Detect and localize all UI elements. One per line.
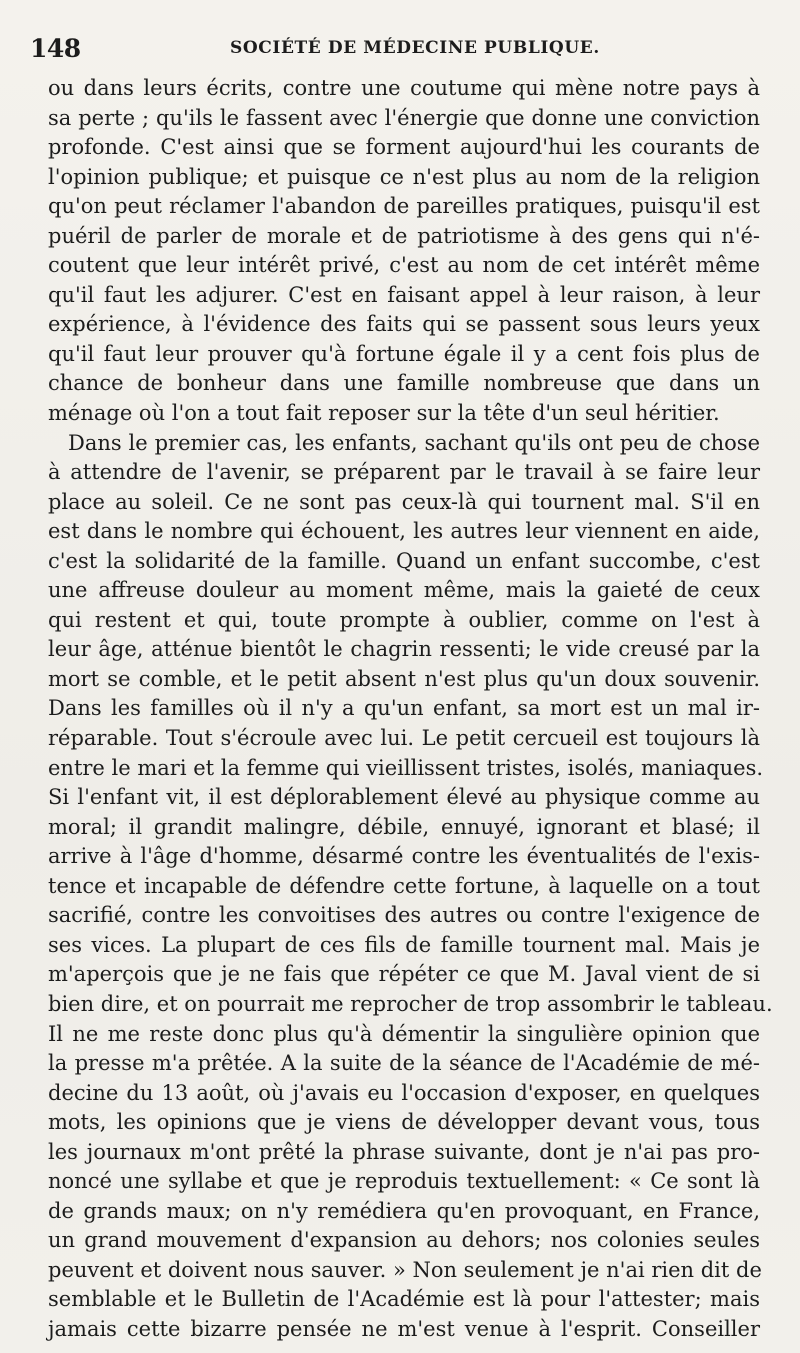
page-header [30, 34, 770, 74]
text-line: Dans les familles où il n'y a qu'un enfant, sa mort est un mal ir- [48, 696, 760, 721]
text-line: noncé une syllabe et que je reproduis textuellement: « Ce sont là [48, 1169, 760, 1194]
text-line: entre le mari et la femme qui vieillissent tristes, isolés, maniaques. [48, 755, 764, 780]
text-line: mort se comble, et le petit absent n'est plus qu'un doux souvenir. [48, 666, 760, 691]
text-line: les journaux m'ont prêté la phrase suivante, dont je n'ai pas pro- [48, 1139, 760, 1164]
text-line: semblable et le Bulletin de l'Académie est là pour l'attester; mais [48, 1287, 760, 1312]
text-line: ou dans leurs écrits, contre une coutume qui mène notre pays à [48, 76, 760, 100]
text-line: mots, les opinions que je viens de développer devant vous, tous [48, 1110, 760, 1135]
text-line: expérience, à l'évidence des faits qui se passent sous leurs yeux [48, 312, 760, 337]
running-head: SOCIÉTÉ DE MÉDECINE PUBLIQUE. [230, 38, 600, 58]
text-line: decine du 13 août, où j'avais eu l'occasion d'exposer, en quelques [48, 1080, 760, 1105]
text-line: tence et incapable de défendre cette fortune, à laquelle on a tout [48, 873, 760, 898]
text-line: de grands maux; on n'y remédiera qu'en provoquant, en France, [48, 1198, 760, 1223]
text-line: profonde. C'est ainsi que se forment aujourd'hui les courants de [48, 135, 760, 160]
body-text [48, 74, 773, 1345]
text-line: bien dire, et on pourrait me reprocher de trop assombrir le tableau. [48, 991, 773, 1016]
text-line: leur âge, atténue bientôt le chagrin ressenti; le vide creusé par la [48, 637, 760, 662]
text-line: la presse m'a prêtée. A la suite de la séance de l'Académie de mé- [48, 1051, 760, 1076]
text-line: chance de bonheur dans une famille nombreuse que dans un [48, 371, 760, 396]
text-line: arrive à l'âge d'homme, désarmé contre les éventualités de l'exis- [48, 844, 760, 869]
text-line: qu'il faut leur prouver qu'à fortune égale il y a cent fois plus de [48, 341, 760, 366]
text-line: l'opinion publique; et puisque ce n'est plus au nom de la religion [48, 164, 760, 189]
text-line: moral; il grandit malingre, débile, ennuyé, ignorant et blasé; il [48, 814, 760, 839]
text-line: Si l'enfant vit, il est déplorablement élevé au physique comme au [48, 785, 760, 810]
text-line: sa perte ; qu'ils le fassent avec l'énergie que donne une conviction [48, 105, 760, 130]
text-line: à attendre de l'avenir, se préparent par le travail à se faire leur [48, 460, 760, 485]
text-line: m'aperçois que je ne fais que répéter ce que M. Javal vient de si [48, 962, 760, 987]
text-line: est dans le nombre qui échouent, les autres leur viennent en aide, [48, 519, 760, 544]
text-line: ménage où l'on a tout fait reposer sur la tête d'un seul héritier. [48, 401, 720, 426]
text-line: jamais cette bizarre pensée ne m'est venue à l'esprit. Conseiller [48, 1316, 760, 1341]
text-line: qu'il faut les adjurer. C'est en faisant appel à leur raison, à leur [48, 282, 760, 307]
text-line: Il ne me reste donc plus qu'à démentir la singulière opinion que [48, 1021, 760, 1046]
text-line: qui restent et qui, toute prompte à oublier, comme on l'est à [48, 607, 760, 632]
text-line: sacrifié, contre les convoitises des autres ou contre l'exigence de [48, 903, 760, 928]
text-line: Dans le premier cas, les enfants, sachant qu'ils ont peu de chose [68, 430, 760, 455]
text-line: coutent que leur intérêt privé, c'est au nom de cet intérêt même [48, 253, 760, 278]
text-line: une affreuse douleur au moment même, mais la gaieté de ceux [48, 578, 760, 603]
text-line: puéril de parler de morale et de patriotisme à des gens qui n'é- [48, 223, 760, 248]
page-number: 148 [30, 34, 81, 63]
text-line: un grand mouvement d'expansion au dehors; nos colonies seules [48, 1228, 760, 1253]
text-line: qu'on peut réclamer l'abandon de pareilles pratiques, puisqu'il est [48, 194, 760, 219]
text-line: peuvent et doivent nous sauver. » Non seulement je n'ai rien dit de [48, 1257, 762, 1282]
text-line: ses vices. La plupart de ces fils de famille tournent mal. Mais je [48, 932, 760, 957]
text-line: place au soleil. Ce ne sont pas ceux-là qui tournent mal. S'il en [48, 489, 760, 514]
text-line: c'est la solidarité de la famille. Quand un enfant succombe, c'est [48, 548, 760, 573]
text-line: réparable. Tout s'écroule avec lui. Le petit cercueil est toujours là [48, 726, 760, 751]
